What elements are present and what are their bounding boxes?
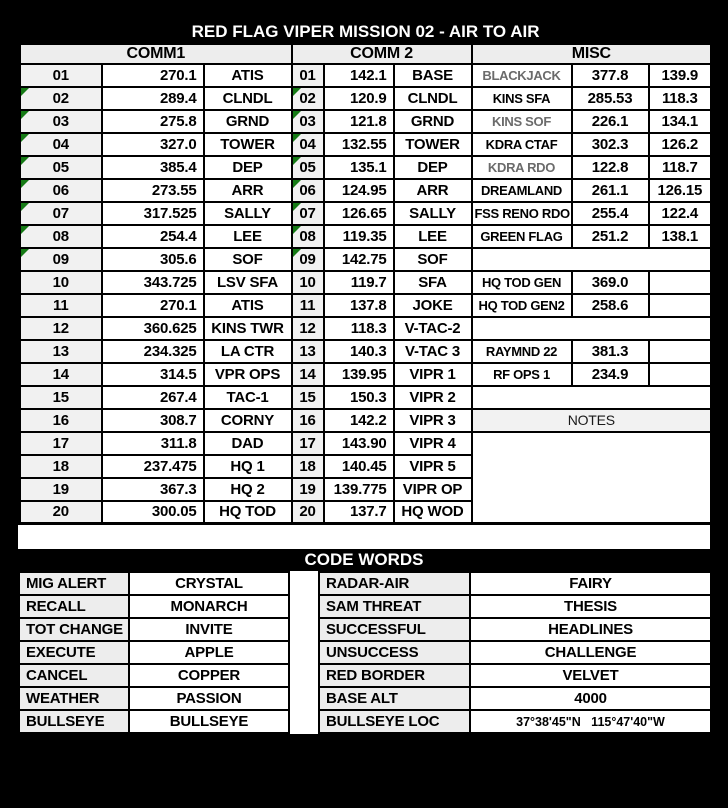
mission-title: RED FLAG VIPER MISSION 02 - AIR TO AIR [20, 20, 712, 44]
misc-frequency-2: 126.2 [649, 133, 712, 156]
comm2-name: V-TAC-2 [394, 317, 472, 340]
title-row [20, 20, 712, 44]
misc-label: BLACKJACK [472, 64, 572, 87]
misc-label: HQ TOD GEN2 [472, 294, 572, 317]
frequency-row [20, 156, 712, 179]
code-word-value: CRYSTAL [129, 572, 289, 595]
code-word-row [19, 595, 289, 618]
comm2-preset: 13 [292, 340, 324, 363]
comm2-preset: 19 [292, 478, 324, 501]
code-word-value: 37°38'45"N 115°47'40"W [470, 710, 711, 733]
comm1-frequency: 314.5 [102, 363, 204, 386]
misc-empty-cell [472, 386, 712, 409]
comment-marker-icon [293, 157, 301, 165]
comm2-name: LEE [394, 225, 472, 248]
frequency-row [20, 87, 712, 110]
frequency-row [20, 179, 712, 202]
comm1-name: ATIS [204, 64, 292, 87]
comm2-name: DEP [394, 156, 472, 179]
comm2-frequency: 140.45 [324, 455, 394, 478]
comm2-frequency: 126.65 [324, 202, 394, 225]
frequency-row [20, 386, 712, 409]
comm2-preset: 06 [292, 179, 324, 202]
misc-frequency-2: 126.15 [649, 179, 712, 202]
misc-frequency-2: 138.1 [649, 225, 712, 248]
comment-marker-icon [293, 134, 301, 142]
comm1-frequency: 327.0 [102, 133, 204, 156]
comm2-name: BASE [394, 64, 472, 87]
comm1-name: CLNDL [204, 87, 292, 110]
comm2-frequency: 139.775 [324, 478, 394, 501]
comm1-frequency: 305.6 [102, 248, 204, 271]
misc-frequency-2 [649, 271, 712, 294]
comm2-name: CLNDL [394, 87, 472, 110]
comm2-preset: 01 [292, 64, 324, 87]
misc-frequency-1: 377.8 [572, 64, 649, 87]
comm-card [18, 18, 710, 734]
comm2-name: ARR [394, 179, 472, 202]
code-word-value: COPPER [129, 664, 289, 687]
comm2-name: GRND [394, 110, 472, 133]
frequency-row [20, 64, 712, 87]
misc-frequency-1: 381.3 [572, 340, 649, 363]
comm2-preset: 20 [292, 501, 324, 524]
comm2-frequency: 139.95 [324, 363, 394, 386]
comm2-name: VIPR OP [394, 478, 472, 501]
comm1-header: COMM1 [20, 44, 292, 64]
comm2-header: COMM 2 [292, 44, 472, 64]
comment-marker-icon [293, 249, 301, 257]
frequency-row [20, 432, 712, 455]
comm1-frequency: 311.8 [102, 432, 204, 455]
comm1-name: TOWER [204, 133, 292, 156]
comment-marker-icon [21, 134, 29, 142]
comm2-preset: 07 [292, 202, 324, 225]
comm1-frequency: 317.525 [102, 202, 204, 225]
comm2-frequency: 137.8 [324, 294, 394, 317]
comm2-preset: 02 [292, 87, 324, 110]
frequency-row [20, 248, 712, 271]
comm2-preset: 08 [292, 225, 324, 248]
comm2-name: TOWER [394, 133, 472, 156]
code-word-value: PASSION [129, 687, 289, 710]
comm1-preset: 03 [20, 110, 102, 133]
comm1-frequency: 234.325 [102, 340, 204, 363]
code-word-row [319, 687, 711, 710]
comm2-name: SOF [394, 248, 472, 271]
comm1-preset: 02 [20, 87, 102, 110]
comment-marker-icon [293, 88, 301, 96]
comm1-preset: 15 [20, 386, 102, 409]
misc-label: GREEN FLAG [472, 225, 572, 248]
comm1-preset: 14 [20, 363, 102, 386]
comm2-frequency: 124.95 [324, 179, 394, 202]
misc-frequency-2: 118.7 [649, 156, 712, 179]
code-word-value: THESIS [470, 595, 711, 618]
misc-label: HQ TOD GEN [472, 271, 572, 294]
code-words-left-table [18, 571, 290, 734]
comm2-frequency: 150.3 [324, 386, 394, 409]
misc-header: MISC [472, 44, 712, 64]
comm2-name: HQ WOD [394, 501, 472, 524]
comm1-preset: 16 [20, 409, 102, 432]
comment-marker-icon [293, 180, 301, 188]
code-word-value: BULLSEYE [129, 710, 289, 733]
comm2-preset: 05 [292, 156, 324, 179]
code-word-row [19, 664, 289, 687]
comment-marker-icon [293, 226, 301, 234]
comm2-frequency: 135.1 [324, 156, 394, 179]
code-word-row [19, 618, 289, 641]
comm1-preset: 11 [20, 294, 102, 317]
misc-frequency-2 [649, 363, 712, 386]
comm1-frequency: 267.4 [102, 386, 204, 409]
comm1-preset: 10 [20, 271, 102, 294]
comm1-preset: 19 [20, 478, 102, 501]
comm2-name: VIPR 4 [394, 432, 472, 455]
comm1-frequency: 270.1 [102, 294, 204, 317]
code-word-row [319, 664, 711, 687]
code-word-row [319, 572, 711, 595]
comm2-frequency: 132.55 [324, 133, 394, 156]
comm1-name: GRND [204, 110, 292, 133]
code-word-label: SAM THREAT [319, 595, 470, 618]
code-word-value: INVITE [129, 618, 289, 641]
comm2-name: VIPR 2 [394, 386, 472, 409]
comm2-frequency: 143.90 [324, 432, 394, 455]
comment-marker-icon [21, 88, 29, 96]
comm1-frequency: 385.4 [102, 156, 204, 179]
misc-label: KINS SOF [472, 110, 572, 133]
frequency-row [20, 133, 712, 156]
code-words-right-group [318, 571, 710, 734]
comm2-name: V-TAC 3 [394, 340, 472, 363]
comm2-preset: 09 [292, 248, 324, 271]
frequency-row [20, 409, 712, 432]
code-word-value: MONARCH [129, 595, 289, 618]
code-word-row [19, 641, 289, 664]
comm2-preset: 17 [292, 432, 324, 455]
frequency-row [20, 271, 712, 294]
comment-marker-icon [21, 249, 29, 257]
spacer-row [18, 525, 710, 549]
comm2-frequency: 120.9 [324, 87, 394, 110]
code-word-row [19, 572, 289, 595]
code-word-label: SUCCESSFUL [319, 618, 470, 641]
misc-label: RAYMND 22 [472, 340, 572, 363]
comm1-name: ATIS [204, 294, 292, 317]
misc-frequency-2: 118.3 [649, 87, 712, 110]
comment-marker-icon [293, 203, 301, 211]
misc-frequency-1: 122.8 [572, 156, 649, 179]
comm1-preset: 04 [20, 133, 102, 156]
comm1-frequency: 360.625 [102, 317, 204, 340]
code-word-row [319, 618, 711, 641]
comm1-preset: 17 [20, 432, 102, 455]
misc-label: KINS SFA [472, 87, 572, 110]
misc-label: DREAMLAND [472, 179, 572, 202]
misc-frequency-2: 122.4 [649, 202, 712, 225]
comm2-preset: 03 [292, 110, 324, 133]
comm2-preset: 16 [292, 409, 324, 432]
misc-frequency-1: 255.4 [572, 202, 649, 225]
comm1-name: HQ TOD [204, 501, 292, 524]
comm2-frequency: 118.3 [324, 317, 394, 340]
comm2-frequency: 142.1 [324, 64, 394, 87]
comm1-name: LA CTR [204, 340, 292, 363]
comm1-frequency: 237.475 [102, 455, 204, 478]
comment-marker-icon [21, 180, 29, 188]
code-word-label: RADAR-AIR [319, 572, 470, 595]
comm1-name: TAC-1 [204, 386, 292, 409]
comm2-name: VIPR 5 [394, 455, 472, 478]
comm1-name: CORNY [204, 409, 292, 432]
misc-frequency-1: 369.0 [572, 271, 649, 294]
comm2-frequency: 140.3 [324, 340, 394, 363]
misc-frequency-2 [649, 340, 712, 363]
frequency-table [18, 18, 713, 525]
code-word-row [319, 710, 711, 733]
comm2-name: SALLY [394, 202, 472, 225]
comm2-frequency: 137.7 [324, 501, 394, 524]
comm1-preset: 20 [20, 501, 102, 524]
misc-frequency-1: 261.1 [572, 179, 649, 202]
code-words-section [18, 571, 710, 734]
comment-marker-icon [293, 111, 301, 119]
comm1-frequency: 275.8 [102, 110, 204, 133]
misc-label: KDRA RDO [472, 156, 572, 179]
group-header-row [20, 44, 712, 64]
code-word-value: HEADLINES [470, 618, 711, 641]
comm1-frequency: 300.05 [102, 501, 204, 524]
misc-frequency-2: 139.9 [649, 64, 712, 87]
frequency-row [20, 202, 712, 225]
comm1-frequency: 270.1 [102, 64, 204, 87]
misc-label: KDRA CTAF [472, 133, 572, 156]
comm1-name: SOF [204, 248, 292, 271]
frequency-row [20, 110, 712, 133]
frequency-row [20, 340, 712, 363]
comm2-preset: 10 [292, 271, 324, 294]
code-word-label: CANCEL [19, 664, 129, 687]
code-word-value: 4000 [470, 687, 711, 710]
comm1-preset: 12 [20, 317, 102, 340]
comm2-preset: 12 [292, 317, 324, 340]
comm1-preset: 09 [20, 248, 102, 271]
frequency-row [20, 294, 712, 317]
comm1-name: KINS TWR [204, 317, 292, 340]
misc-frequency-2 [649, 294, 712, 317]
comm2-frequency: 142.75 [324, 248, 394, 271]
comm1-preset: 05 [20, 156, 102, 179]
comm1-frequency: 343.725 [102, 271, 204, 294]
misc-frequency-2: 134.1 [649, 110, 712, 133]
comment-marker-icon [21, 111, 29, 119]
comm1-frequency: 254.4 [102, 225, 204, 248]
comm1-preset: 07 [20, 202, 102, 225]
comm1-preset: 01 [20, 64, 102, 87]
comment-marker-icon [21, 203, 29, 211]
code-word-value: VELVET [470, 664, 711, 687]
code-word-label: MIG ALERT [19, 572, 129, 595]
comm1-name: DAD [204, 432, 292, 455]
frequency-row [20, 363, 712, 386]
comm1-frequency: 308.7 [102, 409, 204, 432]
misc-empty-cell [472, 248, 712, 271]
misc-empty-cell [472, 317, 712, 340]
comm1-name: LEE [204, 225, 292, 248]
code-word-value: FAIRY [470, 572, 711, 595]
code-word-label: RED BORDER [319, 664, 470, 687]
comment-marker-icon [21, 226, 29, 234]
comm1-preset: 13 [20, 340, 102, 363]
comm2-preset: 11 [292, 294, 324, 317]
code-word-label: BULLSEYE LOC [319, 710, 470, 733]
comm1-name: HQ 1 [204, 455, 292, 478]
comm2-preset: 18 [292, 455, 324, 478]
comment-marker-icon [21, 157, 29, 165]
misc-frequency-1: 251.2 [572, 225, 649, 248]
misc-frequency-1: 226.1 [572, 110, 649, 133]
comm1-preset: 08 [20, 225, 102, 248]
code-word-value: APPLE [129, 641, 289, 664]
frequency-row [20, 225, 712, 248]
code-word-row [319, 595, 711, 618]
comm1-frequency: 273.55 [102, 179, 204, 202]
code-word-label: BULLSEYE [19, 710, 129, 733]
notes-header: NOTES [472, 409, 712, 432]
code-word-row [319, 641, 711, 664]
comm2-preset: 14 [292, 363, 324, 386]
code-word-row [19, 687, 289, 710]
misc-frequency-1: 234.9 [572, 363, 649, 386]
comm2-name: VIPR 3 [394, 409, 472, 432]
misc-frequency-1: 302.3 [572, 133, 649, 156]
comm1-name: ARR [204, 179, 292, 202]
notes-area [472, 432, 712, 524]
code-words-right-table [318, 571, 712, 734]
comm1-preset: 06 [20, 179, 102, 202]
comm2-name: SFA [394, 271, 472, 294]
code-word-label: BASE ALT [319, 687, 470, 710]
comm2-frequency: 142.2 [324, 409, 394, 432]
frequency-row [20, 317, 712, 340]
code-word-row [19, 710, 289, 733]
comm1-preset: 18 [20, 455, 102, 478]
comm2-preset: 04 [292, 133, 324, 156]
comm2-name: VIPR 1 [394, 363, 472, 386]
comm1-frequency: 289.4 [102, 87, 204, 110]
comm2-frequency: 119.7 [324, 271, 394, 294]
comm1-frequency: 367.3 [102, 478, 204, 501]
misc-label: FSS RENO RDO [472, 202, 572, 225]
comm2-frequency: 119.35 [324, 225, 394, 248]
misc-label: RF OPS 1 [472, 363, 572, 386]
code-word-label: EXECUTE [19, 641, 129, 664]
code-word-value: CHALLENGE [470, 641, 711, 664]
code-word-label: TOT CHANGE [19, 618, 129, 641]
comm1-name: HQ 2 [204, 478, 292, 501]
comm1-name: SALLY [204, 202, 292, 225]
comm2-preset: 15 [292, 386, 324, 409]
comm1-name: VPR OPS [204, 363, 292, 386]
comm1-name: LSV SFA [204, 271, 292, 294]
code-word-label: RECALL [19, 595, 129, 618]
code-words-title: CODE WORDS [18, 549, 710, 571]
comm1-name: DEP [204, 156, 292, 179]
code-word-label: WEATHER [19, 687, 129, 710]
comm2-frequency: 121.8 [324, 110, 394, 133]
misc-frequency-1: 285.53 [572, 87, 649, 110]
code-word-label: UNSUCCESS [319, 641, 470, 664]
code-words-left-group [18, 571, 288, 734]
comm2-name: JOKE [394, 294, 472, 317]
misc-frequency-1: 258.6 [572, 294, 649, 317]
